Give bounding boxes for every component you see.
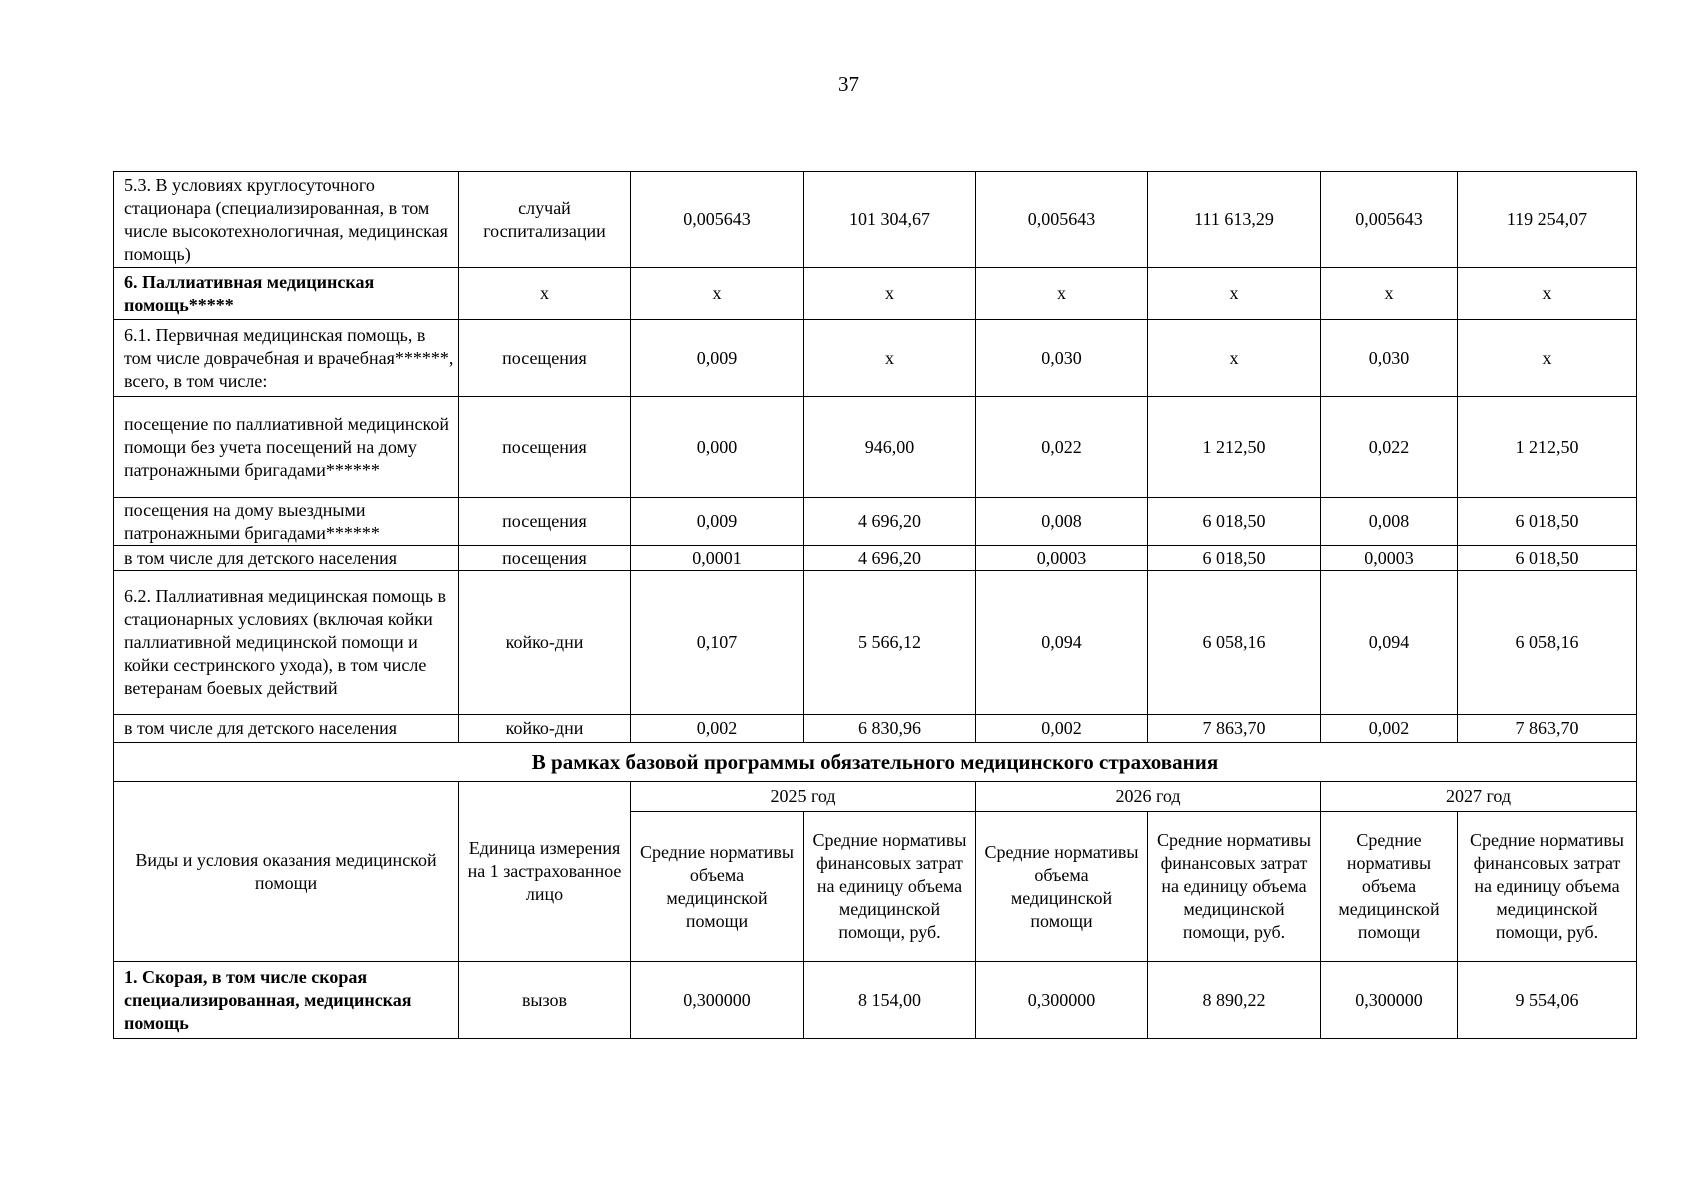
cell-volume-2026: 0,022 — [976, 397, 1148, 498]
cell-cost-2026: 8 890,22 — [1148, 962, 1321, 1039]
row-name: 6.1. Первичная медицинская помощь, в том числе доврачебная и врачебная******, всего, в том числе: — [114, 320, 459, 397]
row-unit: случай госпитализации — [459, 172, 631, 268]
header-volume-2025: Средние нормативы объема медицинской помощи — [631, 812, 804, 962]
cell-cost-2026: 6 018,50 — [1148, 546, 1321, 571]
table-body-bottom — [114, 962, 1637, 1039]
row-name: 5.3. В условиях круглосуточного стационара (специализированная, в том числе высокотехнологичная, медицинская помощь) — [114, 172, 459, 268]
header-cost-2025: Средние нормативы финансовых затрат на единицу объема медицинской помощи, руб. — [804, 812, 976, 962]
header-year-2025: 2025 год — [631, 782, 976, 812]
cell-cost-2026: 111 613,29 — [1148, 172, 1321, 268]
table-row — [114, 397, 1637, 498]
cell-volume-2027: 0,008 — [1321, 498, 1458, 546]
table-row — [114, 268, 1637, 320]
cell-cost-2027: х — [1458, 268, 1637, 320]
table-row — [114, 320, 1637, 397]
row-name: 6.2. Паллиативная медицинская помощь в стационарных условиях (включая койки паллиативной медицинской помощи и койки сестринского ухода), в том числе ветеранам боевых действий — [114, 571, 459, 715]
cell-volume-2027: х — [1321, 268, 1458, 320]
cell-volume-2025: 0,000 — [631, 397, 804, 498]
cell-volume-2026: 0,002 — [976, 715, 1148, 743]
cell-cost-2025: 4 696,20 — [804, 546, 976, 571]
header-year-2027: 2027 год — [1321, 782, 1637, 812]
cell-volume-2025: 0,009 — [631, 320, 804, 397]
table-row — [114, 546, 1637, 571]
cell-cost-2027: 119 254,07 — [1458, 172, 1637, 268]
cell-cost-2026: х — [1148, 320, 1321, 397]
row-name: 6. Паллиативная медицинская помощь***** — [114, 268, 459, 320]
cell-cost-2025: 4 696,20 — [804, 498, 976, 546]
header-cost-2026: Средние нормативы финансовых затрат на единицу объема медицинской помощи, руб. — [1148, 812, 1321, 962]
cell-cost-2027: 9 554,06 — [1458, 962, 1637, 1039]
cell-volume-2026: х — [976, 268, 1148, 320]
cell-volume-2025: х — [631, 268, 804, 320]
oms-section — [114, 743, 1637, 962]
cell-volume-2027: 0,0003 — [1321, 546, 1458, 571]
table-row — [114, 498, 1637, 546]
header-col-unit: Единица измерения на 1 застрахованное лицо — [459, 782, 631, 962]
row-name: посещения на дому выездными патронажными бригадами****** — [114, 498, 459, 546]
header-volume-2026: Средние нормативы объема медицинской помощи — [976, 812, 1148, 962]
row-unit: посещения — [459, 498, 631, 546]
cell-volume-2025: 0,300000 — [631, 962, 804, 1039]
cell-cost-2025: 946,00 — [804, 397, 976, 498]
cell-volume-2027: 0,030 — [1321, 320, 1458, 397]
cell-volume-2026: 0,005643 — [976, 172, 1148, 268]
row-unit: посещения — [459, 397, 631, 498]
cell-volume-2027: 0,300000 — [1321, 962, 1458, 1039]
cell-volume-2026: 0,094 — [976, 571, 1148, 715]
cell-volume-2027: 0,022 — [1321, 397, 1458, 498]
row-name: 1. Скорая, в том числе скорая специализированная, медицинская помощь — [114, 962, 459, 1039]
cell-volume-2025: 0,002 — [631, 715, 804, 743]
cell-volume-2026: 0,300000 — [976, 962, 1148, 1039]
cell-cost-2027: 7 863,70 — [1458, 715, 1637, 743]
cell-cost-2026: 1 212,50 — [1148, 397, 1321, 498]
section-title-row — [114, 743, 1637, 782]
header-volume-2027: Средние нормативы объема медицинской помощи — [1321, 812, 1458, 962]
cell-cost-2026: 6 058,16 — [1148, 571, 1321, 715]
section-title: В рамках базовой программы обязательного медицинского страхования — [114, 743, 1637, 782]
header-cost-2027: Средние нормативы финансовых затрат на единицу объема медицинской помощи, руб. — [1458, 812, 1637, 962]
header-year-2026: 2026 год — [976, 782, 1321, 812]
header-row-years — [114, 782, 1637, 812]
cell-cost-2025: 8 154,00 — [804, 962, 976, 1039]
cell-cost-2026: 6 018,50 — [1148, 498, 1321, 546]
cell-cost-2027: 1 212,50 — [1458, 397, 1637, 498]
cell-volume-2026: 0,008 — [976, 498, 1148, 546]
cell-volume-2025: 0,005643 — [631, 172, 804, 268]
row-name: в том числе для детского населения — [114, 546, 459, 571]
row-unit: х — [459, 268, 631, 320]
cell-cost-2025: 5 566,12 — [804, 571, 976, 715]
cell-cost-2027: х — [1458, 320, 1637, 397]
cell-volume-2025: 0,009 — [631, 498, 804, 546]
row-unit: койко-дни — [459, 715, 631, 743]
cell-cost-2025: 6 830,96 — [804, 715, 976, 743]
cell-cost-2025: х — [804, 320, 976, 397]
medical-care-norms-table — [113, 171, 1637, 1039]
table-row — [114, 172, 1637, 268]
cell-volume-2027: 0,002 — [1321, 715, 1458, 743]
cell-volume-2026: 0,0003 — [976, 546, 1148, 571]
row-name: посещение по паллиативной медицинской помощи без учета посещений на дому патронажными бригадами****** — [114, 397, 459, 498]
table-row — [114, 962, 1637, 1039]
cell-cost-2025: 101 304,67 — [804, 172, 976, 268]
cell-cost-2027: 6 018,50 — [1458, 498, 1637, 546]
page-number: 37 — [838, 72, 859, 96]
cell-volume-2025: 0,0001 — [631, 546, 804, 571]
cell-cost-2027: 6 058,16 — [1458, 571, 1637, 715]
cell-volume-2025: 0,107 — [631, 571, 804, 715]
cell-cost-2025: х — [804, 268, 976, 320]
cell-cost-2027: 6 018,50 — [1458, 546, 1637, 571]
cell-volume-2027: 0,005643 — [1321, 172, 1458, 268]
cell-volume-2026: 0,030 — [976, 320, 1148, 397]
cell-cost-2026: х — [1148, 268, 1321, 320]
table-row — [114, 571, 1637, 715]
header-col-name: Виды и условия оказания медицинской помощи — [114, 782, 459, 962]
row-unit: посещения — [459, 320, 631, 397]
cell-cost-2026: 7 863,70 — [1148, 715, 1321, 743]
table-row — [114, 715, 1637, 743]
cell-volume-2027: 0,094 — [1321, 571, 1458, 715]
row-unit: вызов — [459, 962, 631, 1039]
row-unit: посещения — [459, 546, 631, 571]
table-body-top — [114, 172, 1637, 743]
row-unit: койко-дни — [459, 571, 631, 715]
row-name: в том числе для детского населения — [114, 715, 459, 743]
